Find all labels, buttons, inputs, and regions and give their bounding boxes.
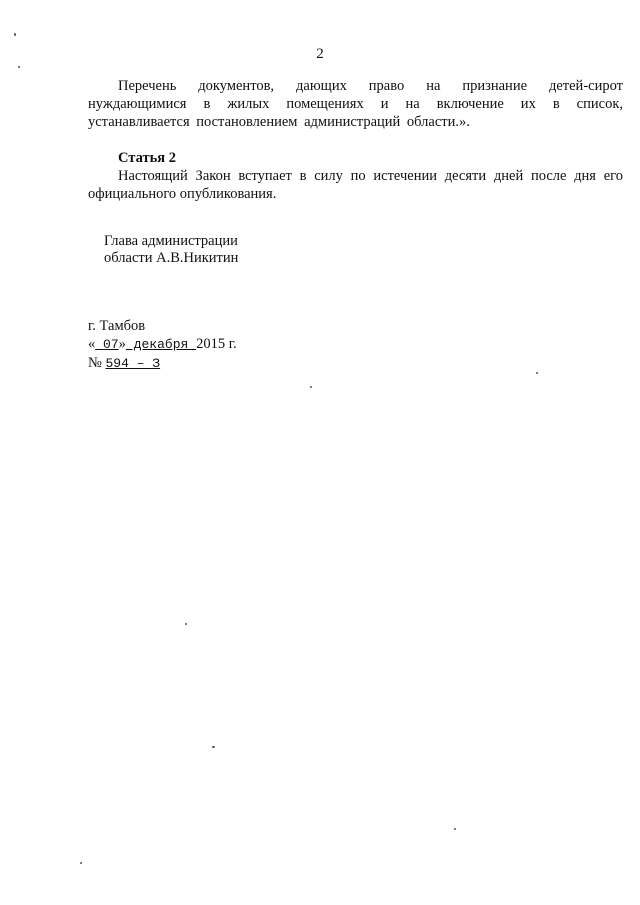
scan-speck [536, 372, 538, 374]
date-day: 07 [95, 337, 119, 352]
law-number-line [88, 354, 237, 373]
place-date-number-block [88, 317, 237, 373]
paragraph-line: нуждающимися в жилых помещениях и на включение их в список, [88, 96, 623, 112]
date-line [88, 335, 237, 354]
scan-speck [212, 746, 215, 748]
scan-speck [80, 862, 82, 864]
scan-speck [310, 386, 312, 388]
date-month: декабря [125, 337, 197, 352]
signature-block [104, 233, 238, 267]
number-prefix: № [88, 355, 106, 371]
paragraph-line: Настоящий Закон вступает в силу по истечении десяти дней после дня его [118, 168, 623, 184]
scan-speck [454, 828, 456, 830]
scan-speck [14, 33, 16, 36]
paragraph-line: устанавливается постановлением администраций области.». [88, 114, 470, 130]
law-number: 594 – З [105, 356, 161, 371]
page-number: 2 [316, 46, 324, 62]
paragraph-line: Перечень документов, дающих право на признание детей-сирот [118, 78, 623, 94]
date-open-quote: « [88, 336, 96, 352]
scan-speck [18, 66, 20, 68]
city: г. Тамбов [88, 318, 146, 334]
paragraph-line: официального опубликования. [88, 186, 277, 202]
paragraph-effective-date [88, 167, 623, 203]
paragraph-document-list [88, 77, 623, 131]
article-heading: Статья 2 [118, 150, 176, 166]
date-year: 2015 г. [196, 336, 237, 352]
signature-name: области А.В.Никитин [104, 250, 239, 266]
date-close-quote: » [118, 336, 126, 352]
signature-title: Глава администрации [104, 233, 238, 249]
scan-speck [185, 623, 187, 625]
